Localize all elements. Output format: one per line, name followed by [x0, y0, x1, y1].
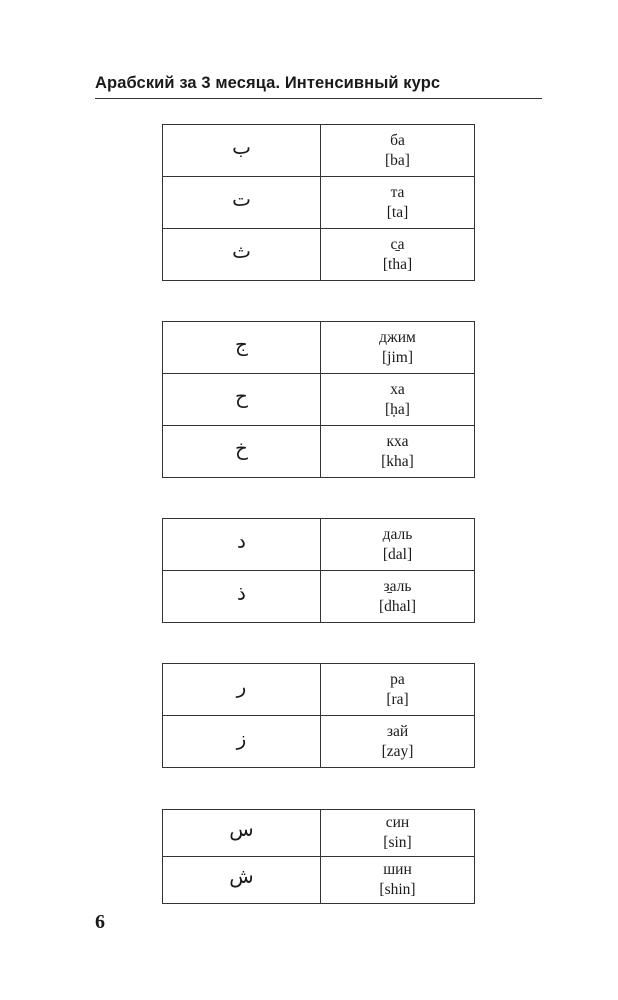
arabic-letter: ث [163, 229, 321, 281]
letter-name-russian: та [390, 183, 405, 201]
letter-name-cell [321, 571, 475, 623]
arabic-letter: ز [163, 716, 321, 768]
arabic-letter: ش [163, 857, 321, 904]
letter-name-russian: ха [390, 380, 405, 398]
letter-row-ta [163, 177, 475, 229]
letter-row-ha [163, 374, 475, 426]
letter-row-sin [163, 810, 475, 857]
letter-name-cell [321, 322, 475, 374]
letter-row-ra [163, 664, 475, 716]
letter-row-zay [163, 716, 475, 768]
page-number: 6 [95, 911, 105, 933]
arabic-letter: ح [163, 374, 321, 426]
letter-name-cell [321, 519, 475, 571]
letter-transliteration: [shin] [379, 881, 416, 898]
letter-row-jim [163, 322, 475, 374]
letter-name-cell [321, 374, 475, 426]
letter-row-dal [163, 519, 475, 571]
arabic-letter: د [163, 519, 321, 571]
letter-name-russian: даль [382, 525, 413, 543]
letter-row-dhal [163, 571, 475, 623]
letter-name-russian: с̱а [390, 235, 405, 253]
letter-table-4 [162, 663, 475, 768]
arabic-letter: ت [163, 177, 321, 229]
letter-transliteration: [kha] [381, 452, 414, 470]
letter-row-kha [163, 426, 475, 478]
letter-name-cell [321, 716, 475, 768]
letter-name-cell [321, 426, 475, 478]
arabic-letter: خ [163, 426, 321, 478]
letter-name-russian: зай [386, 722, 409, 740]
letter-name-russian: кха [386, 432, 409, 450]
letter-name-cell [321, 229, 475, 281]
letter-transliteration: [jim] [382, 348, 413, 366]
letter-row-tha [163, 229, 475, 281]
letter-name-cell [321, 857, 475, 904]
arabic-letter: ب [163, 125, 321, 177]
letter-transliteration: [zay] [381, 742, 414, 760]
letter-transliteration: [ba] [385, 151, 410, 169]
letter-transliteration: [ra] [386, 690, 409, 708]
header-rule [95, 98, 542, 99]
letter-table-1 [162, 124, 475, 281]
letter-name-russian: син [385, 814, 410, 831]
letter-transliteration: [dhal] [378, 597, 416, 615]
letter-table-2 [162, 321, 475, 478]
letter-table-3 [162, 518, 475, 623]
letter-name-cell [321, 664, 475, 716]
letter-table-5 [162, 809, 475, 904]
letter-name-russian: з̱аль [383, 577, 412, 595]
letter-name-russian: шин [383, 861, 412, 878]
letter-transliteration: [ta] [386, 203, 409, 221]
letter-name-cell [321, 810, 475, 857]
letter-transliteration: [ḥa] [385, 400, 410, 418]
letter-transliteration: [tha] [382, 255, 413, 273]
arabic-letter: ر [163, 664, 321, 716]
arabic-letter: ذ [163, 571, 321, 623]
letter-transliteration: [sin] [383, 834, 412, 851]
letter-transliteration: [dal] [382, 545, 413, 563]
letter-row-shin [163, 857, 475, 904]
running-header: Арабский за 3 месяца. Интенсивный курс [95, 74, 441, 92]
letter-row-ba [163, 125, 475, 177]
letter-name-cell [321, 177, 475, 229]
letter-name-russian: джим [379, 328, 416, 346]
letter-name-russian: ба [390, 131, 405, 149]
arabic-letter: س [163, 810, 321, 857]
letter-name-cell [321, 125, 475, 177]
arabic-letter: ج [163, 322, 321, 374]
letter-name-russian: ра [390, 670, 405, 688]
